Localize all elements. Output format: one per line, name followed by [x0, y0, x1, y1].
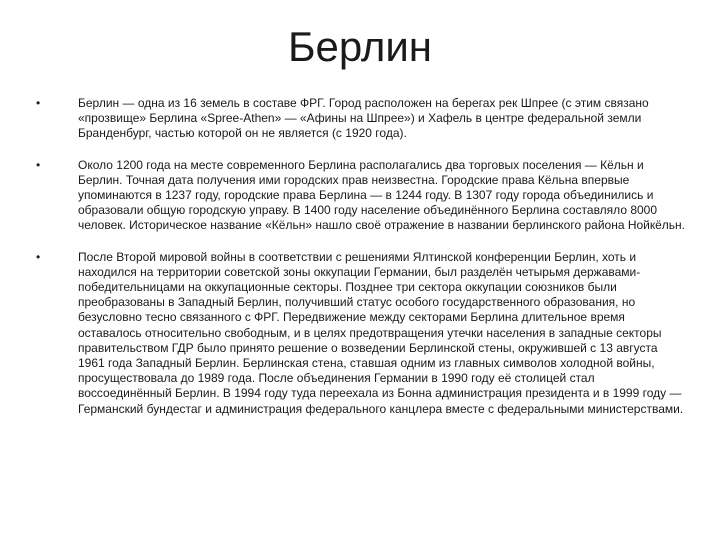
- bullet-item-2: [36, 158, 686, 234]
- slide-title: Берлин: [287, 23, 432, 70]
- bullet-item-3: [36, 250, 686, 417]
- bullet-marker: •: [36, 157, 41, 172]
- bullet-marker: •: [36, 96, 41, 110]
- bullet-item-1: [36, 96, 686, 142]
- bullet-text: После Второй мировой войны в соответствии с решениями Ялтинской конференции Берлин, хоть и находился на территории советской зоны оккупации Германии, был разделён четырьмя державами-победительницами на оккупационные секторы. Позднее три сектора оккупации союзников были преобразованы в Западный Берлин, получивший статус особого государственного образования, но безусловно тесно связанного с ФРГ. Передвижение между секторами Берлина длительное время оставалось относительно свободным, и в целях предотвращения утечки населения в западные секторы правительством ГДР было принято решение о возведении Берлинской стены, окружившей с 13 августа 1961 года Западный Берлин. Берлинская стена, ставшая одним из главных символов холодной войны, просуществовала до 1989 года. После объединения Германии в 1990 году её столицей стал воссоединённый Берлин. В 1994 году туда переехала из Бонна администрация президента и в 1999 году — Германский бундестаг и администрация федерального канцлера вместе с федеральными министерствами.: [78, 249, 684, 416]
- bullet-marker: •: [36, 249, 41, 264]
- bullet-text: Берлин — одна из 16 земель в составе ФРГ. Город расположен на берегах рек Шпрее (с этим связано «прозвище» Берлина «Spree-Athen» — «Афины на Шпрее») и Хафель в центре федеральной земли Бранденбург, частью которой он не является (с 1920 года).: [78, 96, 649, 141]
- bullet-text: Около 1200 года на месте современного Берлина располагались два торговых поселения — Кёльн и Берлин. Точная дата получения ими городских прав неизвестна. Городские права Кёльна впервые упоминаются в 1237 году, городские права Берлина — в 1244 году. В 1307 году города объединились и образовали общую городскую управу. В 1400 году население объединённого Берлина составляло 8000 человек. Историческое название «Кёльн» нашло своё отражение в названии берлинского района Нойкёльн.: [78, 157, 686, 233]
- bullet-list: [36, 96, 686, 433]
